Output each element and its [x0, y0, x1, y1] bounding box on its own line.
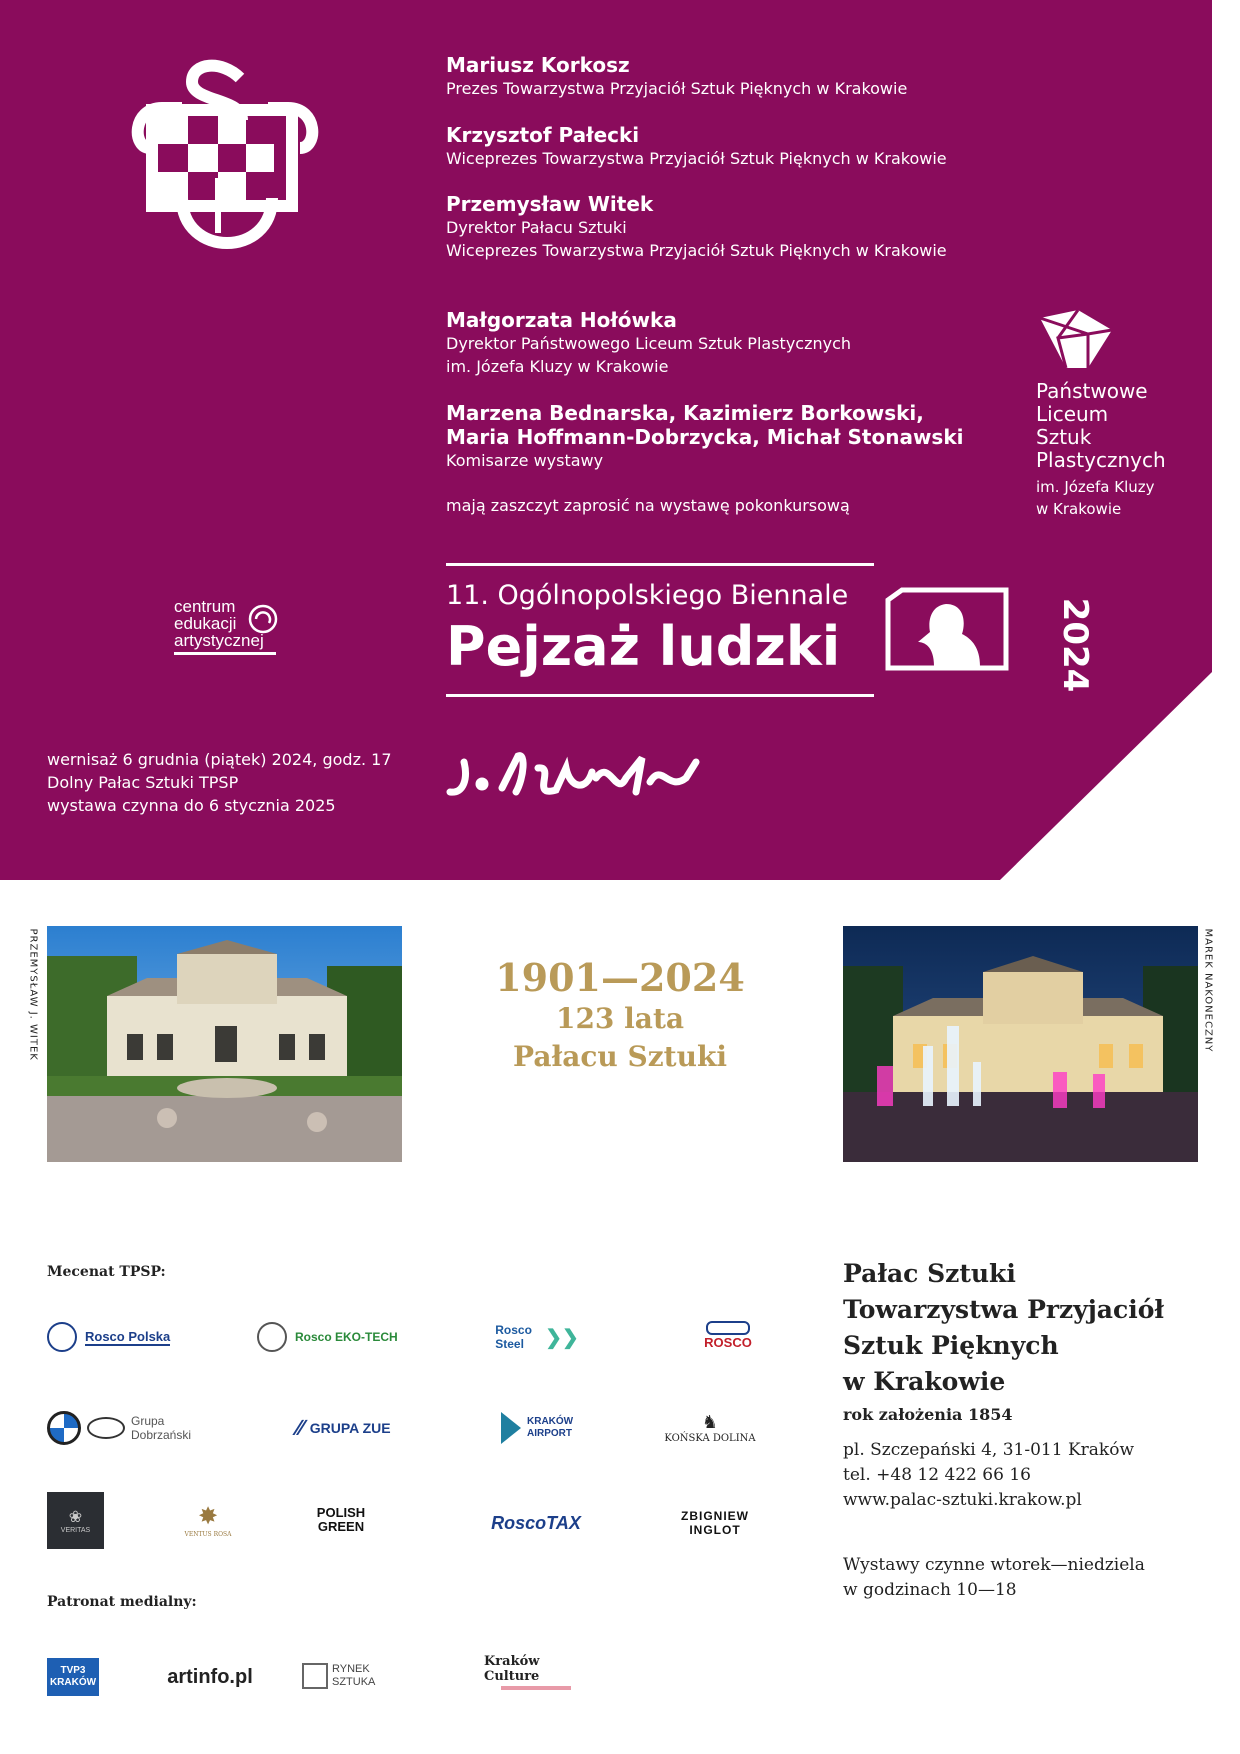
person-name-1: Mariusz Korkosz	[446, 53, 630, 77]
photo-credit-right: MAREK NAKONECZNY	[1202, 928, 1214, 1053]
palace-name: Sztuk Pięknych	[843, 1331, 1059, 1360]
person-name-2: Krzysztof Pałecki	[446, 123, 640, 147]
sponsor-name: ZBIGNIEW INGLOT	[681, 1509, 749, 1537]
sponsor-name: Rosco EKO-TECH	[295, 1330, 398, 1344]
cea-text: centrum	[174, 597, 236, 616]
commissioners-role: Komisarze wystawy	[446, 451, 604, 470]
person-name-3: Przemysław Witek	[446, 192, 654, 216]
sponsor-logo	[670, 1506, 760, 1540]
tpsp-logo-icon	[122, 58, 328, 264]
info-line: wernisaż 6 grudnia (piątek) 2024, godz. 17	[47, 750, 392, 769]
sponsors-heading: Mecenat TPSP:	[47, 1264, 166, 1280]
person-role: im. Józefa Kluzy w Krakowie	[446, 357, 669, 376]
sponsor-logo	[47, 1318, 212, 1356]
school-sub: im. Józefa Kluzy	[1036, 478, 1155, 496]
sponsor-logo	[47, 1408, 212, 1448]
sponsor-logo	[692, 1316, 764, 1354]
sponsor-name: VENTUS ROSA	[184, 1531, 232, 1538]
sponsor-logo: ∕∕ GRUPA ZUE	[296, 1415, 391, 1440]
school-name: Państwowe	[1036, 379, 1148, 403]
title-rule-bottom	[446, 694, 874, 697]
school-name: Plastycznych	[1036, 448, 1166, 472]
photo-credit-left: PRZEMYSŁAW J. WITEK	[27, 928, 39, 1061]
title-rule-top	[446, 563, 874, 566]
school-sub: w Krakowie	[1036, 500, 1122, 518]
media-logo	[47, 1658, 99, 1696]
signature-icon	[446, 748, 764, 806]
person-role: Wiceprezes Towarzystwa Przyjaciół Sztuk Pięknych w Krakowie	[446, 149, 947, 168]
sponsor-logo: ♞ KOŃSKA DOLINA	[664, 1412, 756, 1444]
media-logo	[302, 1658, 386, 1694]
media-name: artinfo.pl	[167, 1665, 253, 1688]
media-name: RYNEK SZTUKA	[332, 1663, 376, 1688]
info-line: Dolny Pałac Sztuki TPSP	[47, 773, 239, 792]
palace-founded: rok założenia 1854	[843, 1405, 1013, 1424]
sponsor-name: ROSCO	[704, 1334, 752, 1350]
palace-website[interactable]: www.palac-sztuki.krakow.pl	[843, 1490, 1082, 1510]
sponsor-logo: ✸ VENTUS ROSA	[184, 1503, 232, 1538]
biennale-title: Pejzaż ludzki	[446, 615, 841, 678]
sponsor-name: Rosco Steel	[495, 1323, 532, 1351]
media-name: Kraków Culture	[484, 1654, 540, 1684]
palace-address: pl. Szczepański 4, 31-011 Kraków	[843, 1440, 1135, 1460]
school-logo-icon	[1036, 308, 1116, 370]
media-name: TVP3 KRAKÓW	[49, 1665, 97, 1688]
person-role: Wiceprezes Towarzystwa Przyjaciół Sztuk Pięknych w Krakowie	[446, 241, 947, 260]
palace-name: Pałac Sztuki	[843, 1259, 1016, 1288]
sponsor-name: Grupa Dobrzański	[131, 1414, 192, 1442]
commissioners-line-1: Marzena Bednarska, Kazimierz Borkowski,	[446, 401, 924, 425]
signature-text: J. Kluza	[446, 748, 450, 749]
sponsor-name: Rosco Polska	[85, 1328, 171, 1344]
sponsor-logo: Rosco Steel ❯❯	[495, 1323, 579, 1351]
anniversary-line: 123 lata	[555, 1002, 685, 1035]
palace-hours: w godzinach 10—18	[843, 1580, 1017, 1600]
palace-phone: tel. +48 12 422 66 16	[843, 1465, 1031, 1485]
anniversary-line: Pałacu Sztuki	[513, 1040, 727, 1073]
sponsor-name: VERITAS	[60, 1527, 91, 1534]
sponsor-logo	[257, 1318, 427, 1356]
cea-circle-icon	[247, 603, 279, 635]
palace-name: w Krakowie	[843, 1367, 1006, 1396]
anniversary-years: 1901—2024	[495, 955, 745, 1000]
media-heading: Patronat medialny:	[47, 1594, 197, 1610]
sponsor-logo: ❀ VERITAS	[47, 1492, 104, 1549]
person-role: Dyrektor Państwowego Liceum Sztuk Plastycznych	[446, 334, 852, 353]
biennale-subtitle: 11. Ogólnopolskiego Biennale	[446, 580, 849, 611]
sponsor-logo	[490, 1408, 590, 1448]
invitation-text: mają zaszczyt zaprosić na wystawę pokonkursową	[446, 496, 850, 515]
media-logo	[484, 1654, 588, 1690]
person-role: Dyrektor Pałacu Sztuki	[446, 218, 627, 237]
media-logo	[165, 1662, 255, 1692]
palace-photo-night	[843, 926, 1198, 1162]
cea-underline	[174, 652, 276, 655]
sponsor-name: KRAKÓW AIRPORT	[527, 1416, 574, 1439]
sponsor-name: POLISH GREEN	[316, 1505, 366, 1534]
sponsor-name: KOŃSKA DOLINA	[664, 1433, 756, 1444]
portrait-frame-icon	[884, 586, 1010, 672]
palace-name: Towarzystwa Przyjaciół	[843, 1295, 1165, 1324]
school-name: Liceum	[1036, 402, 1109, 426]
sponsor-name: GRUPA ZUE	[309, 1420, 391, 1436]
person-role: Prezes Towarzystwa Przyjaciół Sztuk Pięknych w Krakowie	[446, 79, 908, 98]
biennale-year: 2024	[1055, 597, 1095, 693]
commissioners-line-2: Maria Hoffmann-Dobrzycka, Michał Stonawski	[446, 425, 964, 449]
palace-hours: Wystawy czynne wtorek—niedziela	[843, 1555, 1145, 1575]
cea-text: artystycznej	[174, 631, 264, 650]
school-name: Sztuk	[1036, 425, 1092, 449]
info-line: wystawa czynna do 6 stycznia 2025	[47, 796, 336, 815]
person-name-4: Małgorzata Hołówka	[446, 308, 677, 332]
sponsor-logo	[484, 1508, 588, 1538]
sponsor-logo	[303, 1500, 379, 1540]
palace-photo-day	[47, 926, 402, 1162]
sponsor-name: RoscoTAX	[491, 1512, 581, 1533]
cea-text: edukacji	[174, 614, 237, 633]
